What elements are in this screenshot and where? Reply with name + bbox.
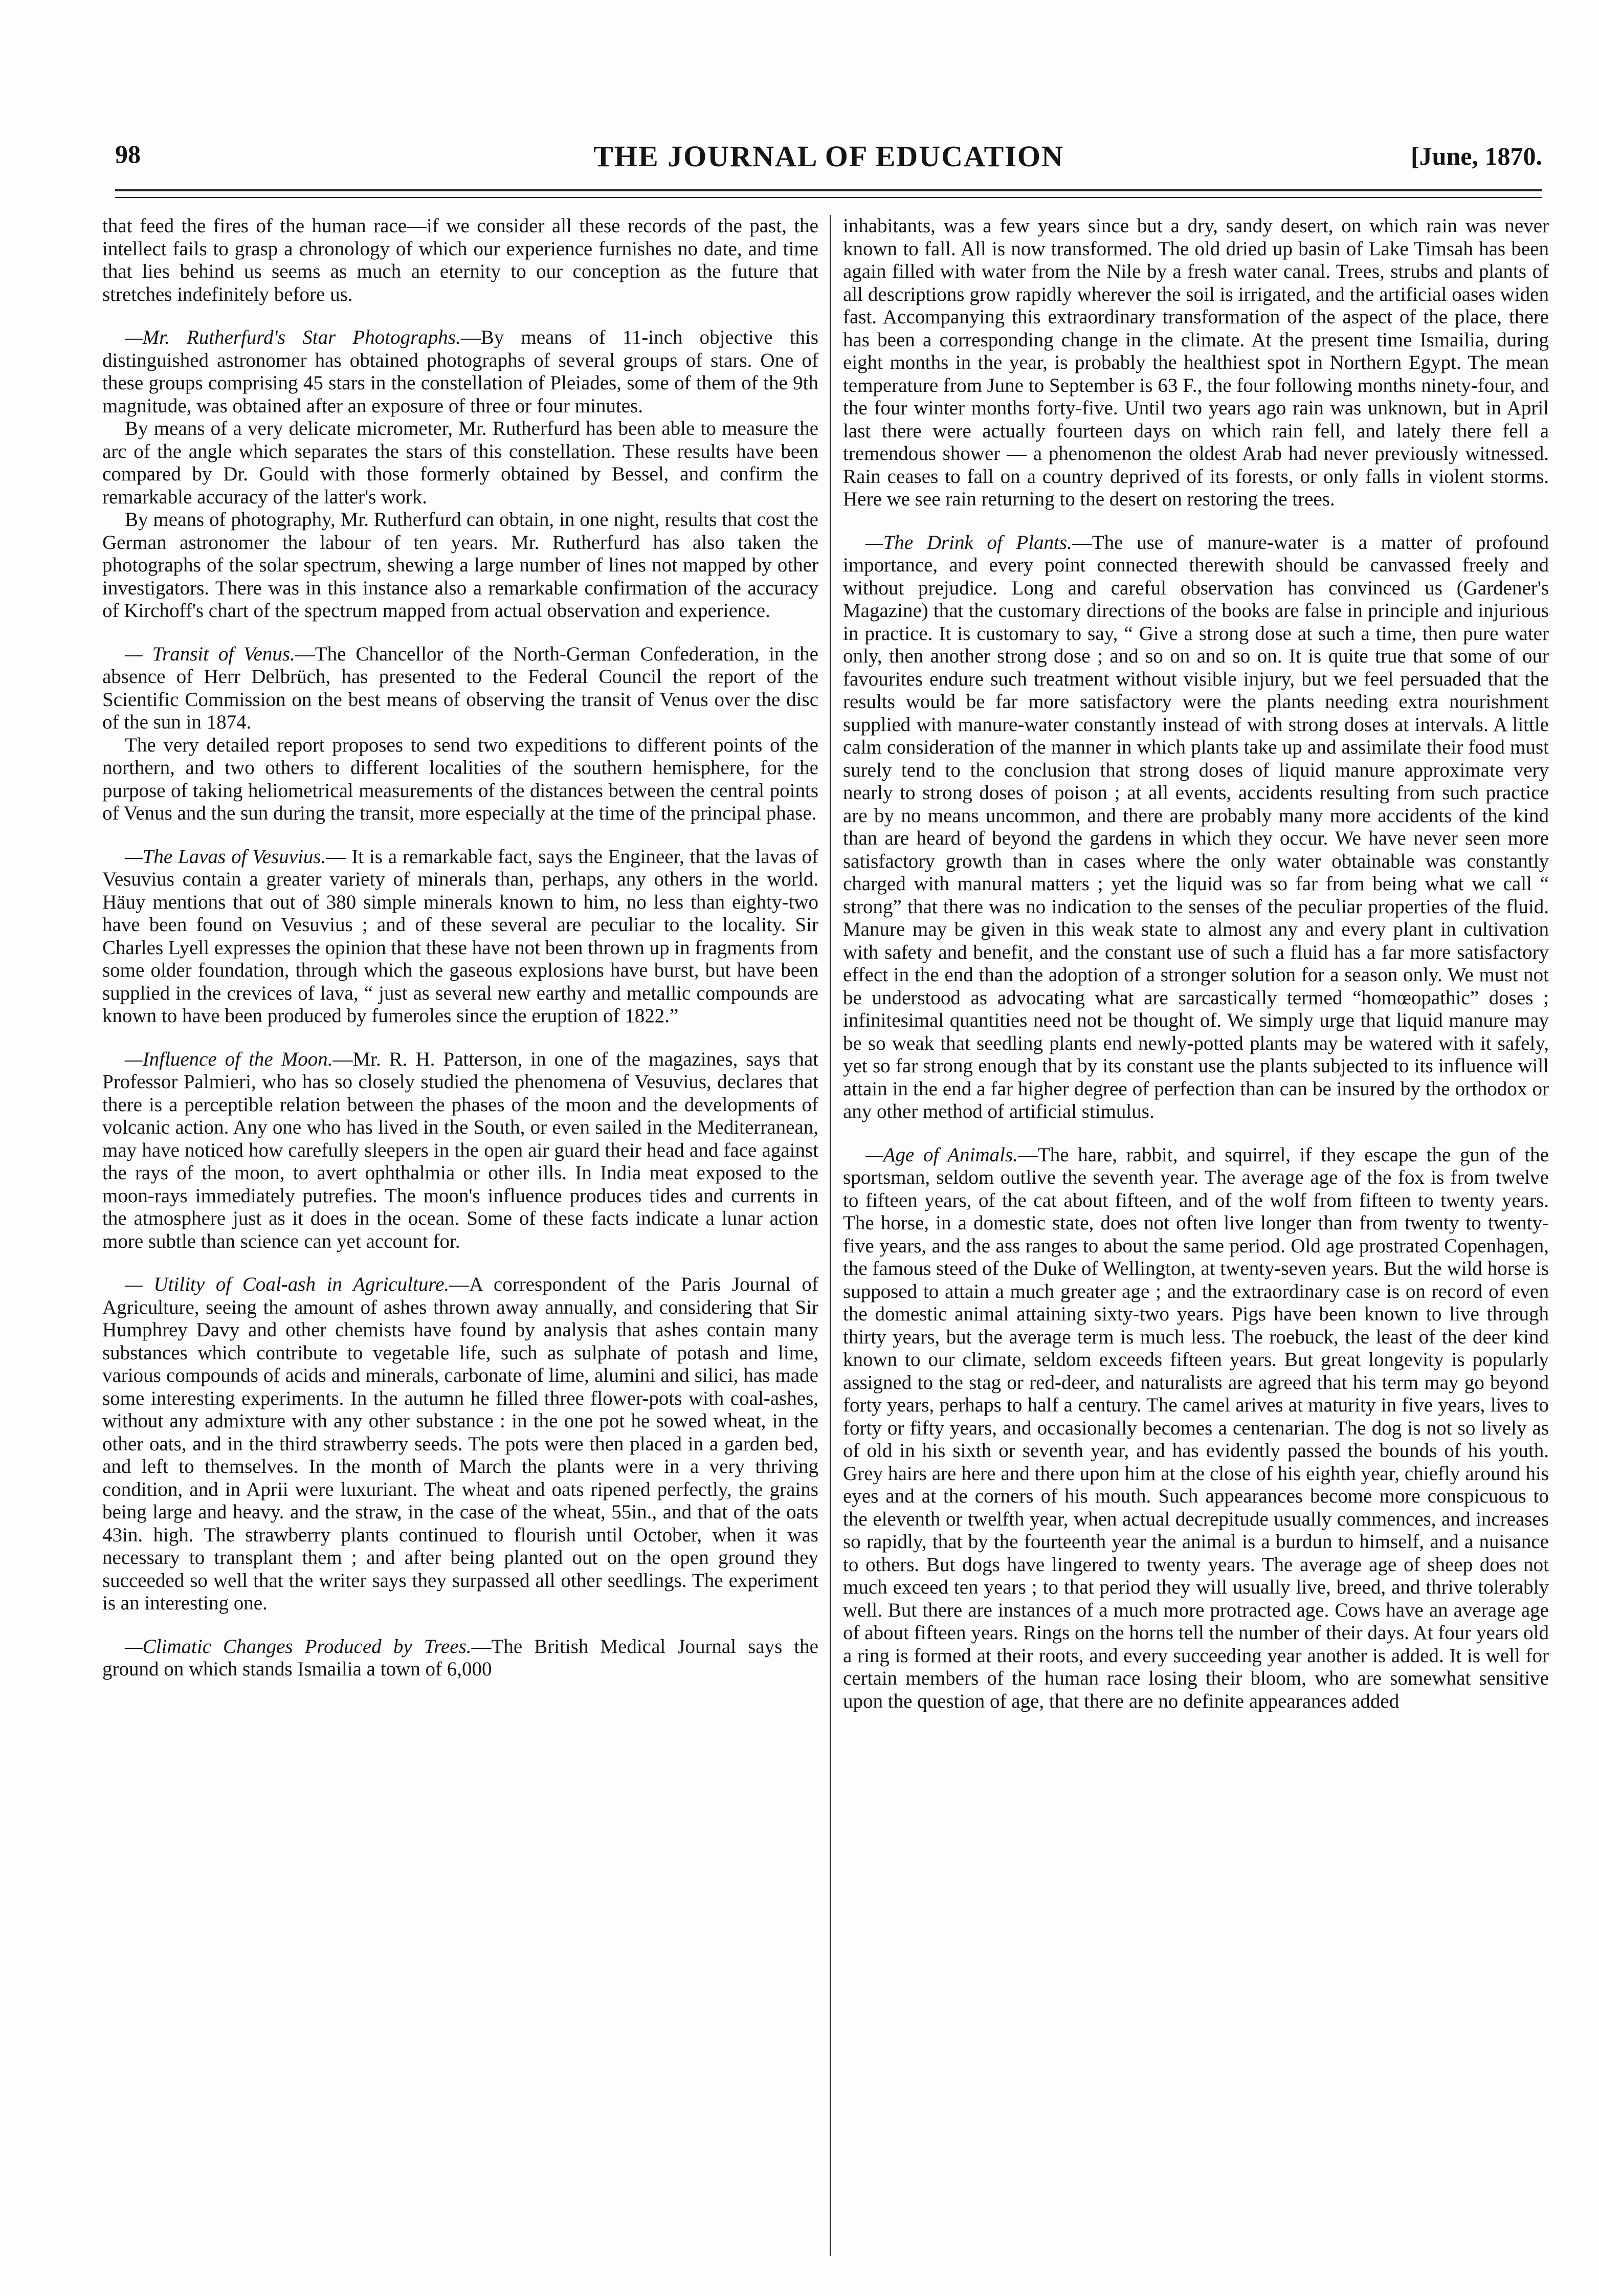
- article-venus: [102, 643, 818, 825]
- right-column: [843, 215, 1549, 2256]
- article-text: —The Chancellor of the North-German Confederation, in the absence of Herr Delbrüch, has presented to the Federal Council the report of the Scientific Commission on the best means of observing the transit of Venus over the disc of the sun in 1874.: [102, 643, 818, 733]
- article-paragraph: [102, 1636, 818, 1681]
- article-text: —The use of manure-water is a matter of profound importance, and every point connected therewith should be canvassed freely and without prejudice. Long and careful observation has convinced us (Gardener's Magazine) that the customary directions of the books are false in principle and injurious in practice. It is customary to say, “ Give a strong dose at such a time, then pure water only, then another strong dose ; and so on and so on. It is quite true that some of our favourites endure such treatment without visible injury, but we feel persuaded that the results would be far more satisfactory were the plants needing extra nourishment supplied with manure-water constantly instead of with strong doses at intervals. A little calm consideration of the manner in which plants take up and assimilate their food must surely tend to the conclusion that strong doses of liquid manure approximate very nearly to strong doses of poison ; at all events, accidents resulting from such practice are by no means uncommon, and there are probably many more accidents of the kind than are heard of beyond the gardens in which they occur. We have never seen more satisfactory growth than in cases where the only water obtainable was constantly charged with manural matters ; yet the liquid was so far from being what we call “ strong” that there was no indication to the senses of the peculiar properties of the fluid. Manure may be given in this weak state to almost any and every plant in cultivation with safety and benefit, and the constant use of such a fluid has a far more satisfactory effect in the end than the adoption of a stronger solution for a season only. We must not be understood as advocating what are sarcastically termed “homœopathic” doses ; infinitesimal quantities need not be thought of. We simply urge that liquid manure may be so weak that seedling plants end newly-potted plants may be watered with it safely, yet so far strong enough that by its constant use the plants subjected to its influence will attain in the end a far higher degree of perfection than can be insured by the orthodox or any other method of artificial stimulus.: [843, 531, 1549, 1122]
- journal-title: THE JOURNAL OF EDUCATION: [593, 140, 1064, 173]
- article-paragraph: [843, 1144, 1549, 1713]
- article-paragraph: [102, 326, 818, 417]
- article-text: —The British Medical Journal says the ground on which stands Ismailia a town of 6,000: [102, 1635, 818, 1680]
- article-paragraph: The very detailed report proposes to send two expeditions to different points of the northern, and two others to different localities of the southern hemisphere, for the purpose of taking heliometrical measurements of the distances between the central points of Venus and the sun during the transit, more especially at the time of the principal phase.: [102, 734, 818, 824]
- column-divider: [830, 215, 831, 2256]
- article-heading: — Utility of Coal-ash in Agriculture.: [125, 1273, 450, 1295]
- article-vesuvius: [102, 846, 818, 1028]
- page-header: [115, 139, 1542, 180]
- header-rule-thin: [115, 197, 1542, 198]
- article-paragraph: [102, 846, 818, 1028]
- article-heading: —Age of Animals.: [865, 1143, 1018, 1166]
- article-plants: [843, 532, 1549, 1123]
- climatic-continuation: inhabitants, was a few years since but a dry, sandy desert, on which rain was never known to fall. All is now transformed. The old dried up basin of Lake Timsah has been again filled with water from the Nile by a fresh water canal. Trees, strubs and plants of all descriptions grow rapidly wherever the soil is irrigated, and the artificial oases widen fast. Accompanying this extraordinary transformation of the aspect of the place, there has been a corresponding change in the climate. At the present time Ismailia, during eight months in the year, is probably the healthiest spot in Northern Egypt. The mean temperature from June to September is 63 F., the four following months ninety-four, and the four winter months forty-five. Until two years ago rain was unknown, but in April last there were actually fourteen days on which rain fell, and lately there fell a tremendous shower — a phenomenon the oldest Arab had never previously witnessed. Rain ceases to fall on a country deprived of its forests, or only falls in violent storms. Here we see rain returning to the desert on restoring the trees.: [843, 215, 1549, 510]
- article-moon: [102, 1048, 818, 1253]
- article-paragraph: [843, 532, 1549, 1123]
- article-paragraph: [102, 1048, 818, 1253]
- article-text: —By means of 11-inch objective this distinguished astronomer has obtained photographs of several groups of stars. One of these groups comprising 45 stars in the constellation of Pleiades, some of them of the 9th magnitude, was obtained after an exposure of three or four minutes.: [102, 326, 818, 417]
- article-text: —The hare, rabbit, and squirrel, if they escape the gun of the sportsman, seldom outlive the seventh year. The average age of the fox is from twelve to fifteen years, of the cat about fifteen, and of the wolf from fifteen to twenty years. The horse, in a domestic state, does not often live longer than from twenty to twenty-five years, and the ass ranges to about the same period. Old age prostrated Copenhagen, the famous steed of the Duke of Wellington, at twenty-seven years. But the wild horse is supposed to attain a much greater age ; and the extraordinary case is on record of even the domestic animal attaining sixty-two years. Pigs have been known to live through thirty years, but the average term is much less. The roebuck, the least of the deer kind known to our climate, seldom exceeds fifteen years. But great longevity is popularly assigned to the stag or red-deer, and naturalists are agreed that his term may go beyond forty years, perhaps to half a century. The camel arives at maturity in five years, lives to forty or fifty years, and occasionally becomes a centenarian. The dog is not so lively as of old in his sixth or seventh year, and has evidently passed the bounds of his youth. Grey hairs are here and there upon him at the close of his eighth year, chiefly around his eyes and at the corners of his mouth. Such appearances become more conspicuous to the eleventh or twelfth year, when actual decrepitude usually commences, and increases so rapidly, that by the fourteenth year the animal is a burdun to himself, and a nuisance to others. But dogs have lingered to twenty years. The average age of sheep does not much exceed ten years ; to that period they will usually live, breed, and thrive tolerably well. But there are instances of a much more protracted age. Cows have an average age of about fifteen years. Rings on the horns tell the number of their days. At four years old a ring is formed at their roots, and every succeeding year another is added. It is well for certain members of the human race losing their bloom, who are somewhat sensitive upon the question of age, that there are no definite appearances added: [843, 1143, 1549, 1712]
- article-paragraph: By means of photography, Mr. Rutherfurd can obtain, in one night, results that cost the German astronomer the labour of ten years. Mr. Rutherfurd has also taken the photographs of the solar spectrum, shewing a large number of lines not mapped by other investigators. There was in this instance also a remarkable confirmation of the accuracy of Kirchoff's chart of the spectrum mapped from actual observation and experience.: [102, 509, 818, 622]
- article-paragraph: By means of a very delicate micrometer, Mr. Rutherfurd has been able to measure the arc of the angle which separates the stars of this constellation. These results have been compared by Dr. Gould with those formerly obtained by Bessel, and confirm the remarkable accuracy of the latter's work.: [102, 417, 818, 508]
- issue-date: [June, 1870.: [1411, 142, 1542, 170]
- article-text: — It is a remarkable fact, says the Engineer, that the lavas of Vesuvius contain a greater variety of minerals than, perhaps, any others in the world. Häuy mentions that out of 380 simple minerals known to him, no less than eighty-two have been found on Vesuvius ; and of these several are peculiar to the locality. Sir Charles Lyell expresses the opinion that these have not been thrown up in fragments from some older foundation, through which the gaseous explosions have burst, but have been supplied in the crevices of lava, “ just as several new earthy and metallic compounds are known to have been produced by fumeroles since the eruption of 1822.”: [102, 845, 818, 1027]
- article-heading: —The Drink of Plants.: [865, 531, 1072, 554]
- article-paragraph: [102, 643, 818, 734]
- article-coal-ash: [102, 1273, 818, 1615]
- article-heading: —Climatic Changes Produced by Trees.: [125, 1635, 472, 1658]
- article-animals: [843, 1144, 1549, 1713]
- article-heading: —Mr. Rutherfurd's Star Photographs.: [125, 326, 461, 348]
- header-rule-thick: [115, 189, 1542, 191]
- article-rutherfurd: [102, 326, 818, 623]
- article-climatic: [102, 1636, 818, 1681]
- article-paragraph: [102, 1273, 818, 1615]
- page-number: 98: [115, 140, 141, 168]
- article-text: —Mr. R. H. Patterson, in one of the magazines, says that Professor Palmieri, who has so closely studied the phenomena of Vesuvius, declares that there is a perceptible relation between the phases of the moon and the developments of volcanic action. Any one who has lived in the South, or even sailed in the Mediterranean, may have noticed how carefully sleepers in the open air guard their head and face against the rays of the moon, to avert ophthalmia or other ills. In India meat exposed to the moon-rays immediately putrefies. The moon's influence produces tides and currents in the atmosphere just as it does in the ocean. Some of these facts indicate a lunar action more subtle than science can yet account for.: [102, 1048, 818, 1252]
- article-heading: — Transit of Venus.: [125, 643, 295, 665]
- left-column: [102, 215, 818, 2256]
- article-heading: —Influence of the Moon.: [125, 1048, 333, 1070]
- intro-continuation: that feed the fires of the human race—if we consider all these records of the past, the intellect fails to grasp a chronology of which our experience furnishes no date, and time that lies behind us seems as much an eternity to our conception as the future that stretches indefinitely before us.: [102, 215, 818, 305]
- article-heading: —The Lavas of Vesuvius.: [125, 845, 326, 868]
- article-text: —A correspondent of the Paris Journal of Agriculture, seeing the amount of ashes thrown away annually, and considering that Sir Humphrey Davy and other chemists have found by analysis that ashes contain many substances which contribute to vegetable life, such as sulphate of potash and lime, various compounds of acids and minerals, carbonate of lime, alumini and silici, has made some interesting experiments. In the autumn he filled three flower-pots with coal-ashes, without any admixture with any other substance : in the one pot he sowed wheat, in the other oats, and in the third strawberry seeds. The pots were then placed in a garden bed, and left to themselves. In the month of March the plants were in a very thriving condition, and in Aprii were luxuriant. The wheat and oats ripened perfectly, the grains being large and heavy. and the straw, in the case of the wheat, 55in., and that of the oats 43in. high. The strawberry plants continued to flourish until October, when it was necessary to transplant them ; and after being planted out on the open ground they succeeded so well that the writer says they surpassed all other seedlings. The experiment is an interesting one.: [102, 1273, 818, 1614]
